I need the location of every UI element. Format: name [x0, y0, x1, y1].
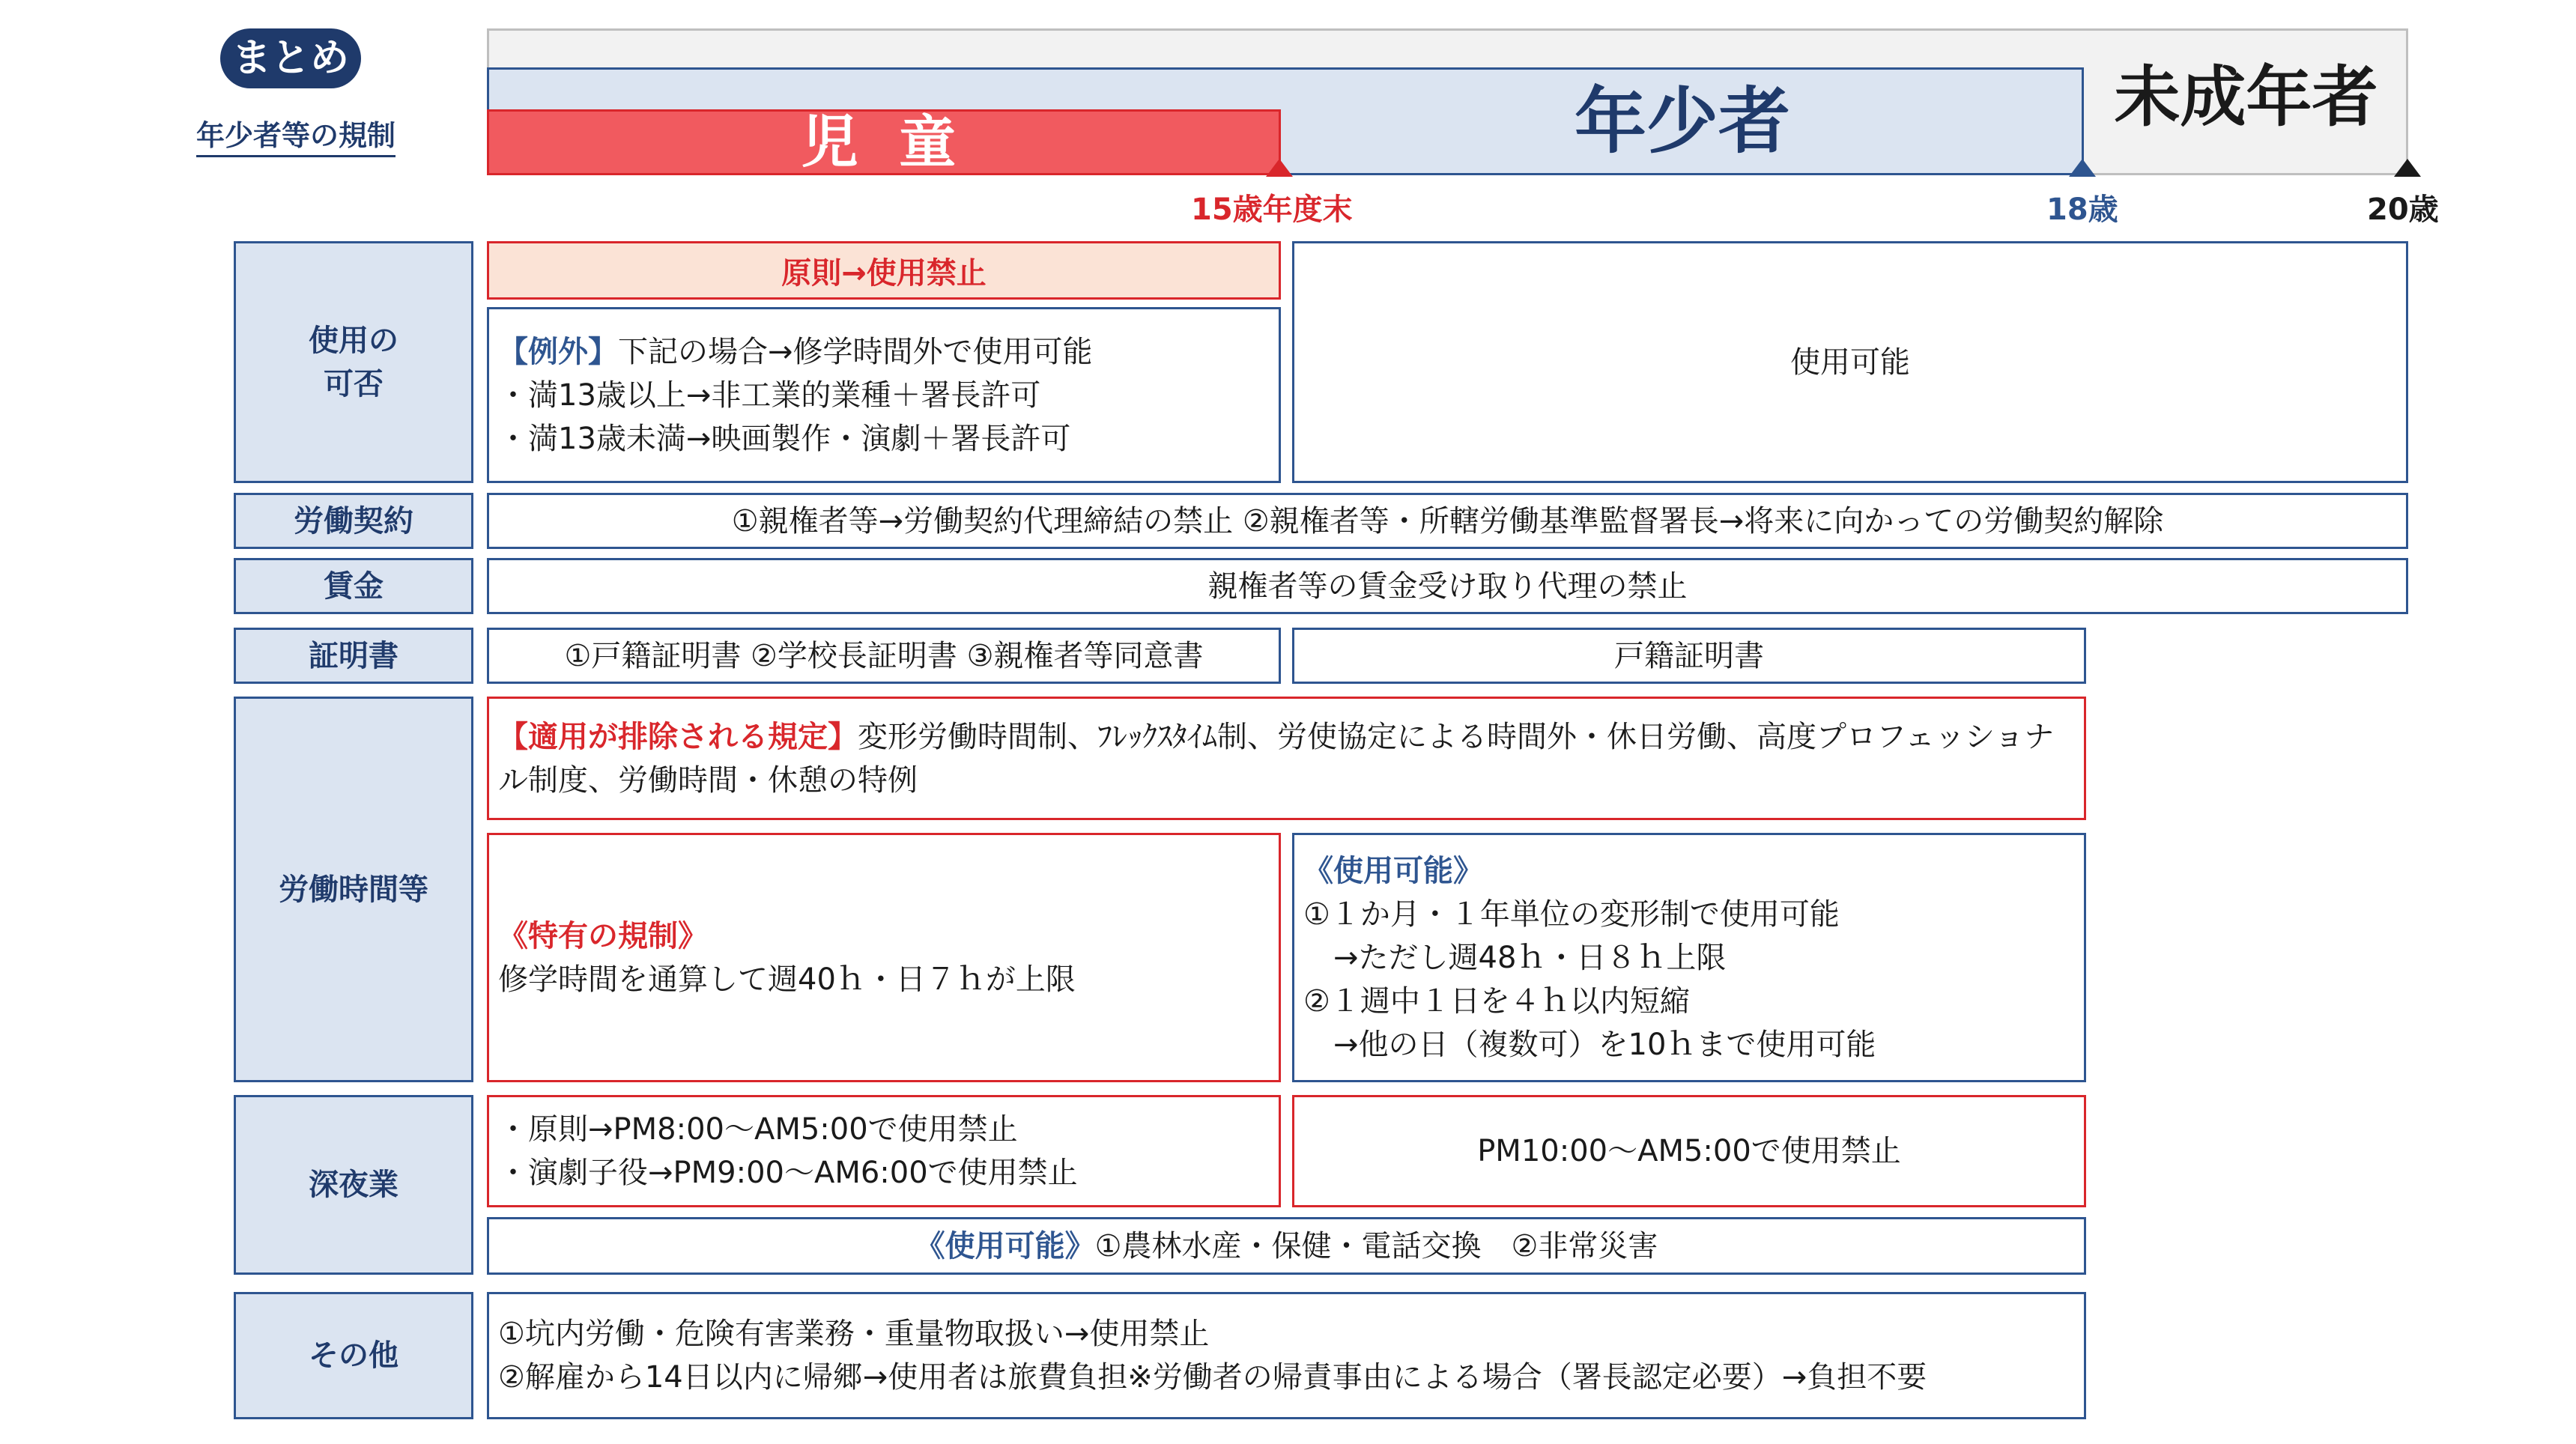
minor-hours-line-1: ①１か月・１年単位の変形制で使用可能: [1303, 897, 1840, 932]
adult-band-label: 未成年者: [2114, 58, 2378, 136]
minor-hours-line-3: ②１週中１日を４ｈ以内短縮: [1303, 983, 1690, 1019]
marker-15-label: 15歳年度末: [1191, 192, 1353, 227]
other-line-1: ①坑内労働・危険有害業務・重量物取扱い→使用禁止: [498, 1317, 1210, 1351]
night-child-line-2: ・演劇子役→PM9:00～AM6:00で使用禁止: [498, 1156, 1078, 1190]
night-allowed-heading: 《使用可能》: [915, 1228, 1095, 1264]
marker-20-label: 20歳: [2367, 192, 2439, 227]
certificate-minor-cell: 戸籍証明書: [1292, 628, 2086, 684]
minor-hours-line-2: →ただし週48ｈ・日８ｈ上限: [1303, 940, 1727, 975]
row-header-contract: 労働契約: [234, 493, 473, 549]
other-line-2: ②解雇から14日以内に帰郷→使用者は旅費負担※労働者の帰責事由による場合（署長認定必要）→負担不要: [498, 1360, 1927, 1395]
minor-hours-heading: 《使用可能》: [1303, 853, 1483, 888]
minor-hours-line-4: →他の日（複数可）を10ｈまで使用可能: [1303, 1027, 1876, 1062]
child-band-label: 児 童: [801, 109, 967, 175]
row-header-other: その他: [234, 1292, 473, 1419]
night-allowed-text: ①農林水産・保健・電話交換 ②非常災害: [1094, 1228, 1658, 1264]
other-cell: [487, 1292, 2086, 1419]
marker-20-triangle: [2394, 159, 2421, 177]
row-header-wage: 賃金: [234, 558, 473, 614]
usage-child-exceptions: [487, 307, 1281, 483]
marker-18-label: 18歳: [2046, 192, 2118, 227]
hours-minor-cell: [1292, 833, 2086, 1082]
row-header-night: 深夜業: [234, 1095, 473, 1275]
row-header-usage-line1: 使用の: [309, 323, 398, 358]
page-subtitle: 年少者等の規制: [196, 112, 396, 157]
exception-line-3: ・満13歳未満→映画製作・演劇＋署長許可: [498, 421, 1071, 456]
summary-badge: まとめ: [220, 28, 361, 88]
minor-band-label: 年少者: [1575, 79, 1790, 163]
usage-child-title: 原則→使用禁止: [487, 241, 1281, 300]
exception-heading: 【例外】: [498, 334, 618, 369]
row-header-usage: [234, 241, 473, 483]
wage-cell: 親権者等の賃金受け取り代理の禁止: [487, 558, 2408, 614]
exception-line-2: ・満13歳以上→非工業的業種＋署長許可: [498, 377, 1041, 413]
excluded-text: 変形労働時間制、ﾌﾚｯｸｽﾀｲﾑ制、労使協定による時間外・休日労働、高度プロフェッショナル制度、労働時間・休憩の特例: [498, 719, 2055, 798]
marker-18-triangle: [2069, 159, 2096, 177]
night-child-cell: [487, 1095, 1281, 1207]
excluded-heading: 【適用が排除される規定】: [498, 719, 858, 754]
exception-text: 下記の場合→修学時間外で使用可能: [618, 334, 1093, 369]
row-header-certificate: 証明書: [234, 628, 473, 684]
row-header-hours: 労働時間等: [234, 697, 473, 1082]
hours-excluded-cell: [487, 697, 2086, 820]
night-child-line-1: ・原則→PM8:00～AM5:00で使用禁止: [498, 1112, 1018, 1147]
usage-minor-cell: 使用可能: [1292, 241, 2408, 483]
row-header-usage-line2: 可否: [324, 366, 384, 401]
child-hours-heading: 《特有の規制》: [498, 918, 708, 953]
hours-child-cell: [487, 833, 1281, 1082]
contract-cell: ①親権者等→労働契約代理締結の禁止 ②親権者等・所轄労働基準監督署長→将来に向かっての労働契約解除: [487, 493, 2408, 549]
marker-15-triangle: [1266, 159, 1293, 177]
night-allowed-cell: [487, 1217, 2086, 1275]
child-hours-text: 修学時間を通算して週40ｈ・日７ｈが上限: [498, 962, 1076, 997]
certificate-child-cell: ①戸籍証明書 ②学校長証明書 ③親権者等同意書: [487, 628, 1281, 684]
night-minor-cell: PM10:00～AM5:00で使用禁止: [1292, 1095, 2086, 1207]
